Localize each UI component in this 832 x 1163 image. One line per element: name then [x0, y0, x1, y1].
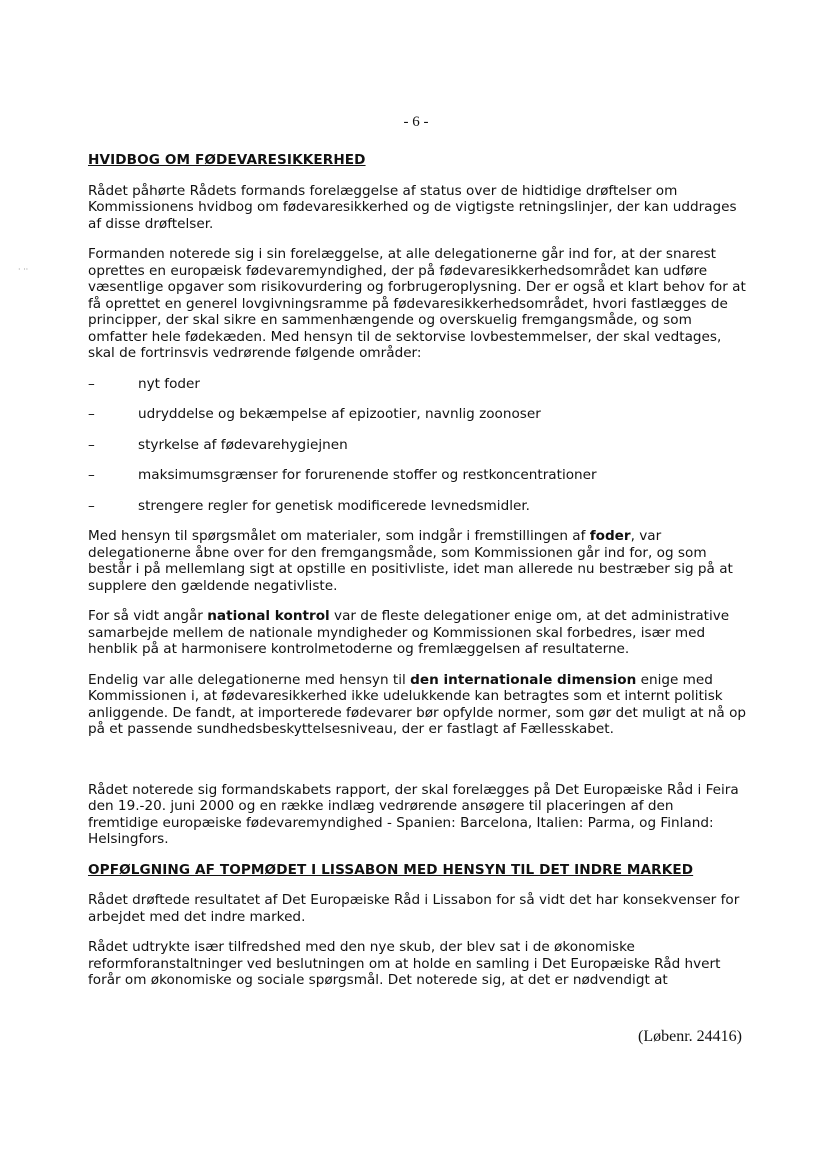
- section-heading-lissabon: OPFØLGNING AF TOPMØDET I LISSABON MED HENSYN TIL DET INDRE MARKED: [88, 861, 694, 878]
- paragraph: [88, 672, 748, 738]
- dash-marker: –: [88, 497, 95, 514]
- list-item: [88, 467, 748, 484]
- dash-marker: –: [88, 436, 95, 453]
- document-reference-number: (Løbenr. 24416): [638, 1028, 742, 1045]
- bullet-list: [88, 376, 748, 515]
- text-run: enige med Kommissionen i, at fødevaresikkerhed ikke udelukkende kan betragtes som et internt politisk anliggende. De fandt, at importerede fødevarer bør opfylde normer, som gør det muligt at nå op på et passende sundhedsbeskyttelsesniveau, der er fastlagt af Fællesskabet.: [88, 671, 747, 737]
- section-heading-hvidbog: HVIDBOG OM FØDEVARESIKKERHED: [88, 152, 366, 168]
- paragraph: Rådet noterede sig formandskabets rapport, der skal forelægges på Det Europæiske Råd i Feira den 19.-20. juni 2000 og en række indlæg vedrørende ansøgere til placeringen af den fremtidige europæiske fødevaremyndighed - Spanien: Barcelona, Italien: Parma, og Finland: Helsingfors.: [88, 781, 739, 847]
- text-run: Endelig var alle delegationerne med hensyn til: [88, 671, 411, 688]
- bold-term: national kontrol: [207, 608, 330, 624]
- list-item-text: maksimumsgrænser for forurenende stoffer og restkoncentrationer: [138, 467, 597, 483]
- text-run: Med hensyn til spørgsmålet om materialer, som indgår i fremstillingen af: [88, 528, 590, 544]
- spacer: [88, 752, 748, 782]
- paragraph: [88, 608, 748, 658]
- dash-marker: –: [88, 375, 95, 392]
- bold-term: foder: [589, 528, 631, 544]
- paragraph: Formanden noterede sig i sin forelæggelse, at alle delegationerne går ind for, at der snarest oprettes en europæisk fødevaremyndighed, der på fødevaresikkerhedsområdet kan udføre væsentlige opgaver som risikovurdering og forbrugeroplysning. Der er også et klart behov for at få oprettet en generel lovgivningsramme på fødevaresikkerhedsområdet, hvori fastlægges de principper, der skal sikre en sammenhængende og overskuelig fremgangsmåde, og som omfatter hele fødekæden. Med hensyn til de sektorvise lovbestemmelser, der skal vedtages, skal de fortrinsvis vedrørende følgende områder:: [88, 246, 746, 361]
- dash-marker: –: [88, 467, 95, 483]
- paragraph: Rådet udtrykte især tilfredshed med den nye skub, der blev sat i de økonomiske reformforanstaltninger ved beslutningen om at holde en samling i Det Europæiske Råd hvert forår om økonomiske og sociale spørgsmål. Det noterede sig, at det er nødvendigt at: [88, 939, 721, 988]
- bold-term: den internationale dimension: [410, 671, 637, 688]
- paragraph: [88, 528, 748, 594]
- list-item: [88, 376, 748, 393]
- dash-marker: –: [88, 406, 95, 422]
- list-item-text: strengere regler for genetisk modificerede levnedsmidler.: [138, 497, 531, 514]
- list-item: [88, 437, 748, 454]
- margin-mark: · ··: [18, 265, 29, 274]
- paragraph: Rådet drøftede resultatet af Det Europæiske Råd i Lissabon for så vidt det har konsekvenser for arbejdet med det indre marked.: [88, 892, 740, 925]
- paragraph: Rådet påhørte Rådets formands forelæggelse af status over de hidtidige drøftelser om Kommissionens hvidbog om fødevaresikkerhed og de vigtigste retningslinjer, der kan uddrages af disse drøftelser.: [88, 182, 737, 232]
- list-item-text: udryddelse og bekæmpelse af epizootier, navnlig zoonoser: [138, 406, 541, 422]
- text-run: For så vidt angår: [88, 608, 208, 624]
- text-run: var de fleste delegationer enige om, at det administrative samarbejde mellem de nationale myndigheder og Kommissionen skal forbedres, især med henblik på at harmonisere kontrolmetoderne og fremlæggelsen af resultaterne.: [88, 608, 730, 657]
- page-number: - 6 -: [403, 114, 429, 130]
- list-item-text: styrkelse af fødevarehygiejnen: [138, 436, 348, 453]
- list-item: [88, 406, 748, 423]
- list-item: [88, 498, 748, 515]
- document-body: [88, 152, 748, 1003]
- text-run: , var delegationerne åbne over for den fremgangsmåde, som Kommissionen går ind for, og som består i på mellemlang sigt at opstille en positivliste, idet man allerede nu bestræber sig på at supplere den gældende negativliste.: [88, 528, 733, 594]
- list-item-text: nyt foder: [138, 375, 200, 392]
